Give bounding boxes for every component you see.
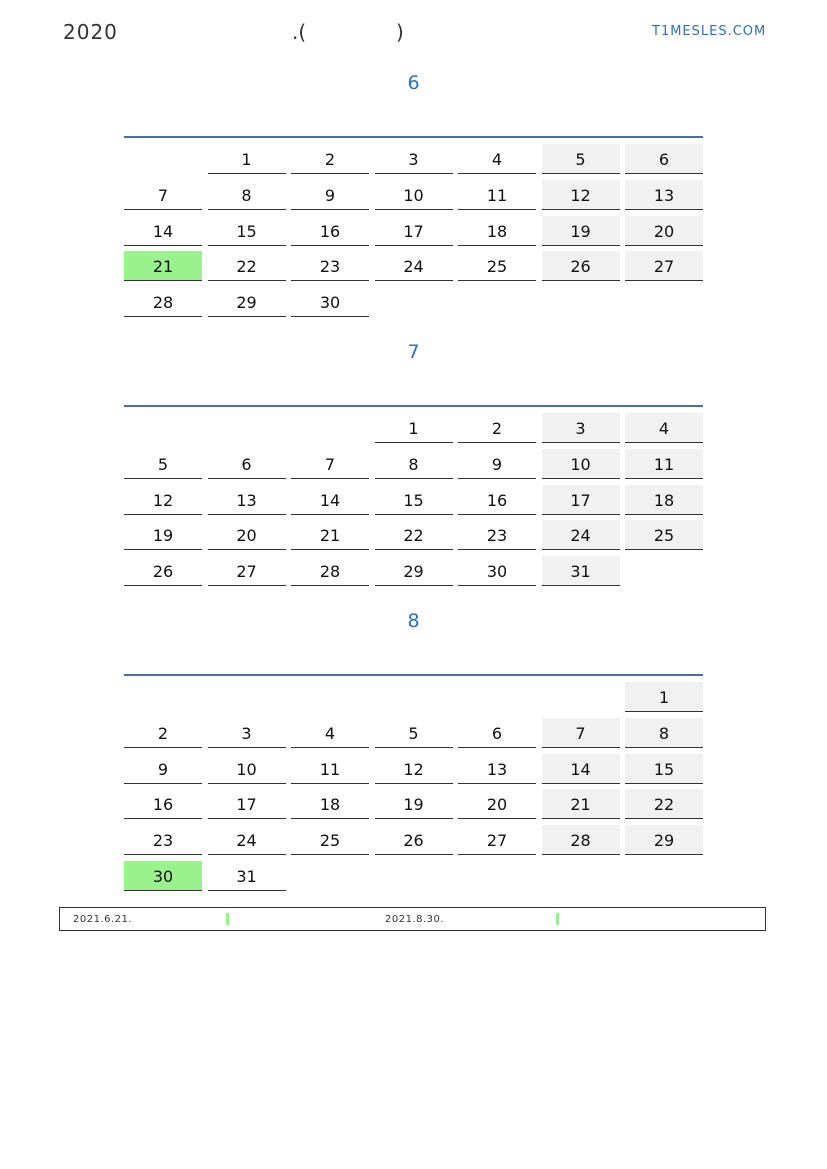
calendar-day: 12 bbox=[124, 485, 202, 515]
calendar-day: 6 bbox=[458, 718, 536, 748]
calendar-day: 23 bbox=[124, 825, 202, 855]
calendar-day: 24 bbox=[208, 825, 286, 855]
month-title: 7 bbox=[407, 341, 420, 363]
calendar-day: 1 bbox=[625, 682, 703, 712]
calendar-day: 23 bbox=[291, 251, 369, 281]
calendar-day: 7 bbox=[291, 449, 369, 479]
calendar-day: 28 bbox=[542, 825, 620, 855]
calendar-day: 9 bbox=[124, 754, 202, 784]
calendar-day: 26 bbox=[542, 251, 620, 281]
calendar-day: 4 bbox=[625, 413, 703, 443]
calendar-day: 10 bbox=[375, 180, 453, 210]
calendar-day: 19 bbox=[124, 520, 202, 550]
calendar-day: 10 bbox=[208, 754, 286, 784]
calendar-day: 13 bbox=[625, 180, 703, 210]
calendar-day: 15 bbox=[625, 754, 703, 784]
calendar-day: 1 bbox=[375, 413, 453, 443]
month-rule bbox=[124, 674, 703, 676]
header-year: 2020 bbox=[63, 20, 118, 44]
calendar-day: 17 bbox=[542, 485, 620, 515]
calendar-day: 11 bbox=[458, 180, 536, 210]
calendar-day: 20 bbox=[208, 520, 286, 550]
calendar-day: 13 bbox=[458, 754, 536, 784]
calendar-day: 13 bbox=[208, 485, 286, 515]
calendar-day: 16 bbox=[124, 789, 202, 819]
header-subtitle bbox=[292, 20, 412, 44]
calendar-day: 27 bbox=[625, 251, 703, 281]
calendar-day: 4 bbox=[458, 144, 536, 174]
calendar-day: 26 bbox=[375, 825, 453, 855]
calendar-day: 30 bbox=[458, 556, 536, 586]
legend-highlight-marker-1 bbox=[226, 913, 229, 925]
calendar-day: 23 bbox=[458, 520, 536, 550]
calendar-day: 4 bbox=[291, 718, 369, 748]
header-subtitle-open: .( bbox=[292, 20, 307, 44]
calendar-day: 21 bbox=[542, 789, 620, 819]
calendar-day: 11 bbox=[291, 754, 369, 784]
calendar-day: 14 bbox=[542, 754, 620, 784]
calendar-day: 17 bbox=[375, 216, 453, 246]
calendar-day: 12 bbox=[375, 754, 453, 784]
legend-date-1: 2021.6.21. bbox=[73, 914, 133, 925]
month-title: 6 bbox=[407, 72, 420, 94]
calendar-day: 25 bbox=[291, 825, 369, 855]
calendar-day: 30 bbox=[124, 861, 202, 891]
calendar-day: 31 bbox=[208, 861, 286, 891]
month-title: 8 bbox=[407, 610, 420, 632]
calendar-day: 5 bbox=[124, 449, 202, 479]
calendar-day: 26 bbox=[124, 556, 202, 586]
calendar-day: 24 bbox=[375, 251, 453, 281]
calendar-day: 21 bbox=[291, 520, 369, 550]
calendar-day: 14 bbox=[291, 485, 369, 515]
calendar-day: 21 bbox=[124, 251, 202, 281]
calendar-day: 24 bbox=[542, 520, 620, 550]
calendar-day: 27 bbox=[458, 825, 536, 855]
calendar-day: 8 bbox=[208, 180, 286, 210]
calendar-day: 18 bbox=[291, 789, 369, 819]
calendar-day: 18 bbox=[625, 485, 703, 515]
calendar-day: 31 bbox=[542, 556, 620, 586]
month-rule bbox=[124, 405, 703, 407]
calendar-day: 9 bbox=[291, 180, 369, 210]
calendar-day: 3 bbox=[542, 413, 620, 443]
calendar-day: 3 bbox=[375, 144, 453, 174]
calendar-day: 29 bbox=[625, 825, 703, 855]
legend-highlight-marker-2 bbox=[556, 913, 559, 925]
calendar-day: 14 bbox=[124, 216, 202, 246]
calendar-day: 15 bbox=[375, 485, 453, 515]
legend-box bbox=[59, 907, 766, 931]
calendar-day: 28 bbox=[124, 287, 202, 317]
calendar-day: 16 bbox=[458, 485, 536, 515]
calendar-day: 20 bbox=[625, 216, 703, 246]
calendar-day: 11 bbox=[625, 449, 703, 479]
calendar-day: 22 bbox=[375, 520, 453, 550]
calendar-day: 8 bbox=[625, 718, 703, 748]
calendar-day: 29 bbox=[375, 556, 453, 586]
legend-date-2: 2021.8.30. bbox=[385, 914, 445, 925]
calendar-day: 2 bbox=[291, 144, 369, 174]
calendar-day: 27 bbox=[208, 556, 286, 586]
calendar-day: 17 bbox=[208, 789, 286, 819]
calendar-day: 28 bbox=[291, 556, 369, 586]
calendar-day: 6 bbox=[625, 144, 703, 174]
calendar-day: 9 bbox=[458, 449, 536, 479]
calendar-day: 2 bbox=[458, 413, 536, 443]
calendar-day: 5 bbox=[542, 144, 620, 174]
calendar-day: 12 bbox=[542, 180, 620, 210]
calendar-day: 1 bbox=[208, 144, 286, 174]
calendar-day: 29 bbox=[208, 287, 286, 317]
calendar-day: 30 bbox=[291, 287, 369, 317]
calendar-day: 18 bbox=[458, 216, 536, 246]
month-rule bbox=[124, 136, 703, 138]
calendar-day: 8 bbox=[375, 449, 453, 479]
calendar-day: 7 bbox=[542, 718, 620, 748]
calendar-day: 10 bbox=[542, 449, 620, 479]
calendar-day: 5 bbox=[375, 718, 453, 748]
calendar-day: 25 bbox=[625, 520, 703, 550]
calendar-day: 22 bbox=[208, 251, 286, 281]
calendar-day: 6 bbox=[208, 449, 286, 479]
calendar-day: 7 bbox=[124, 180, 202, 210]
calendar-day: 2 bbox=[124, 718, 202, 748]
calendar-day: 25 bbox=[458, 251, 536, 281]
calendar-day: 16 bbox=[291, 216, 369, 246]
calendar-day: 22 bbox=[625, 789, 703, 819]
calendar-day: 15 bbox=[208, 216, 286, 246]
header-subtitle-close: ) bbox=[396, 20, 404, 44]
calendar-day: 19 bbox=[542, 216, 620, 246]
calendar-day: 3 bbox=[208, 718, 286, 748]
calendar-day: 19 bbox=[375, 789, 453, 819]
site-link[interactable]: T1MESLES.COM bbox=[652, 24, 767, 39]
calendar-day: 20 bbox=[458, 789, 536, 819]
